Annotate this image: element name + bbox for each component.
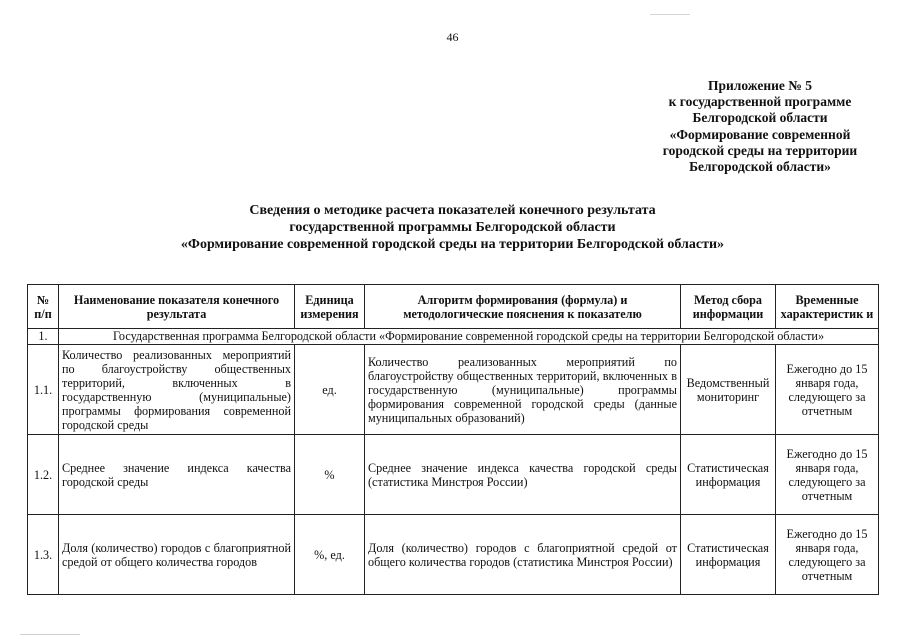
- indicator-unit: ед.: [295, 345, 365, 435]
- table-row: [28, 435, 879, 515]
- table-row: [28, 345, 879, 435]
- row-num: 1.2.: [28, 435, 59, 515]
- table-header-row: [28, 285, 879, 329]
- indicator-name: Количество реализованных мероприятий по благоустройству общественных территорий, включенных в государственную (муниципальные) программы формирования современной городской среды: [59, 345, 295, 435]
- appendix-header: [640, 78, 880, 175]
- program-num: 1.: [28, 329, 59, 345]
- header-num: № п/п: [28, 285, 59, 329]
- indicator-time: Ежегодно до 15 января года, следующего за отчетным: [776, 345, 879, 435]
- appendix-line: к государственной программе: [668, 94, 852, 110]
- title-line: государственной программы Белгородской области: [289, 220, 616, 235]
- program-row: [28, 329, 879, 345]
- indicator-algorithm: Доля (количество) городов с благоприятной средой от общего количества городов (статистика Минстроя России): [365, 515, 681, 595]
- appendix-line: Белгородской области»: [689, 159, 831, 175]
- indicator-unit: %: [295, 435, 365, 515]
- title-line: Сведения о методике расчета показателей конечного результата: [249, 203, 656, 218]
- indicator-time: Ежегодно до 15 января года, следующего за отчетным: [776, 435, 879, 515]
- appendix-line: Белгородской области: [692, 110, 828, 126]
- indicator-method: Статистическая информация: [681, 435, 776, 515]
- indicator-method: Статистическая информация: [681, 515, 776, 595]
- header-method: Метод сбора информации: [681, 285, 776, 329]
- indicator-method: Ведомственный мониторинг: [681, 345, 776, 435]
- scan-artifact-bottom: [20, 634, 80, 635]
- header-algorithm: Алгоритм формирования (формула) и методологические пояснения к показателю: [365, 285, 681, 329]
- indicators-table: [27, 284, 879, 595]
- indicator-name: Доля (количество) городов с благоприятной средой от общего количества городов: [59, 515, 295, 595]
- appendix-line: Приложение № 5: [708, 78, 812, 93]
- header-time: Временные характеристик и: [776, 285, 879, 329]
- indicator-algorithm: Количество реализованных мероприятий по благоустройству общественных территорий, включенных в государственную (муниципальные) программы формирования современной городской среды (данные муниципальных образований): [365, 345, 681, 435]
- indicator-name: Среднее значение индекса качества городской среды: [59, 435, 295, 515]
- indicator-time: Ежегодно до 15 января года, следующего за отчетным: [776, 515, 879, 595]
- header-name: Наименование показателя конечного результата: [59, 285, 295, 329]
- appendix-line: городской среды на территории: [662, 142, 858, 158]
- scan-artifact-top: [650, 14, 690, 15]
- header-unit: Единица измерения: [295, 285, 365, 329]
- indicator-unit: %, ед.: [295, 515, 365, 595]
- indicator-algorithm: Среднее значение индекса качества городской среды (статистика Минстроя России): [365, 435, 681, 515]
- page-number: 46: [446, 30, 459, 44]
- title-line: «Формирование современной городской среды на территории Белгородской области»: [180, 237, 725, 252]
- appendix-line: «Формирование современной: [669, 126, 851, 142]
- table-row: [28, 515, 879, 595]
- row-num: 1.1.: [28, 345, 59, 435]
- program-title: Государственная программа Белгородской области «Формирование современной городской среды на территории Белгородской области»: [59, 329, 879, 345]
- row-num: 1.3.: [28, 515, 59, 595]
- document-title: [0, 202, 905, 253]
